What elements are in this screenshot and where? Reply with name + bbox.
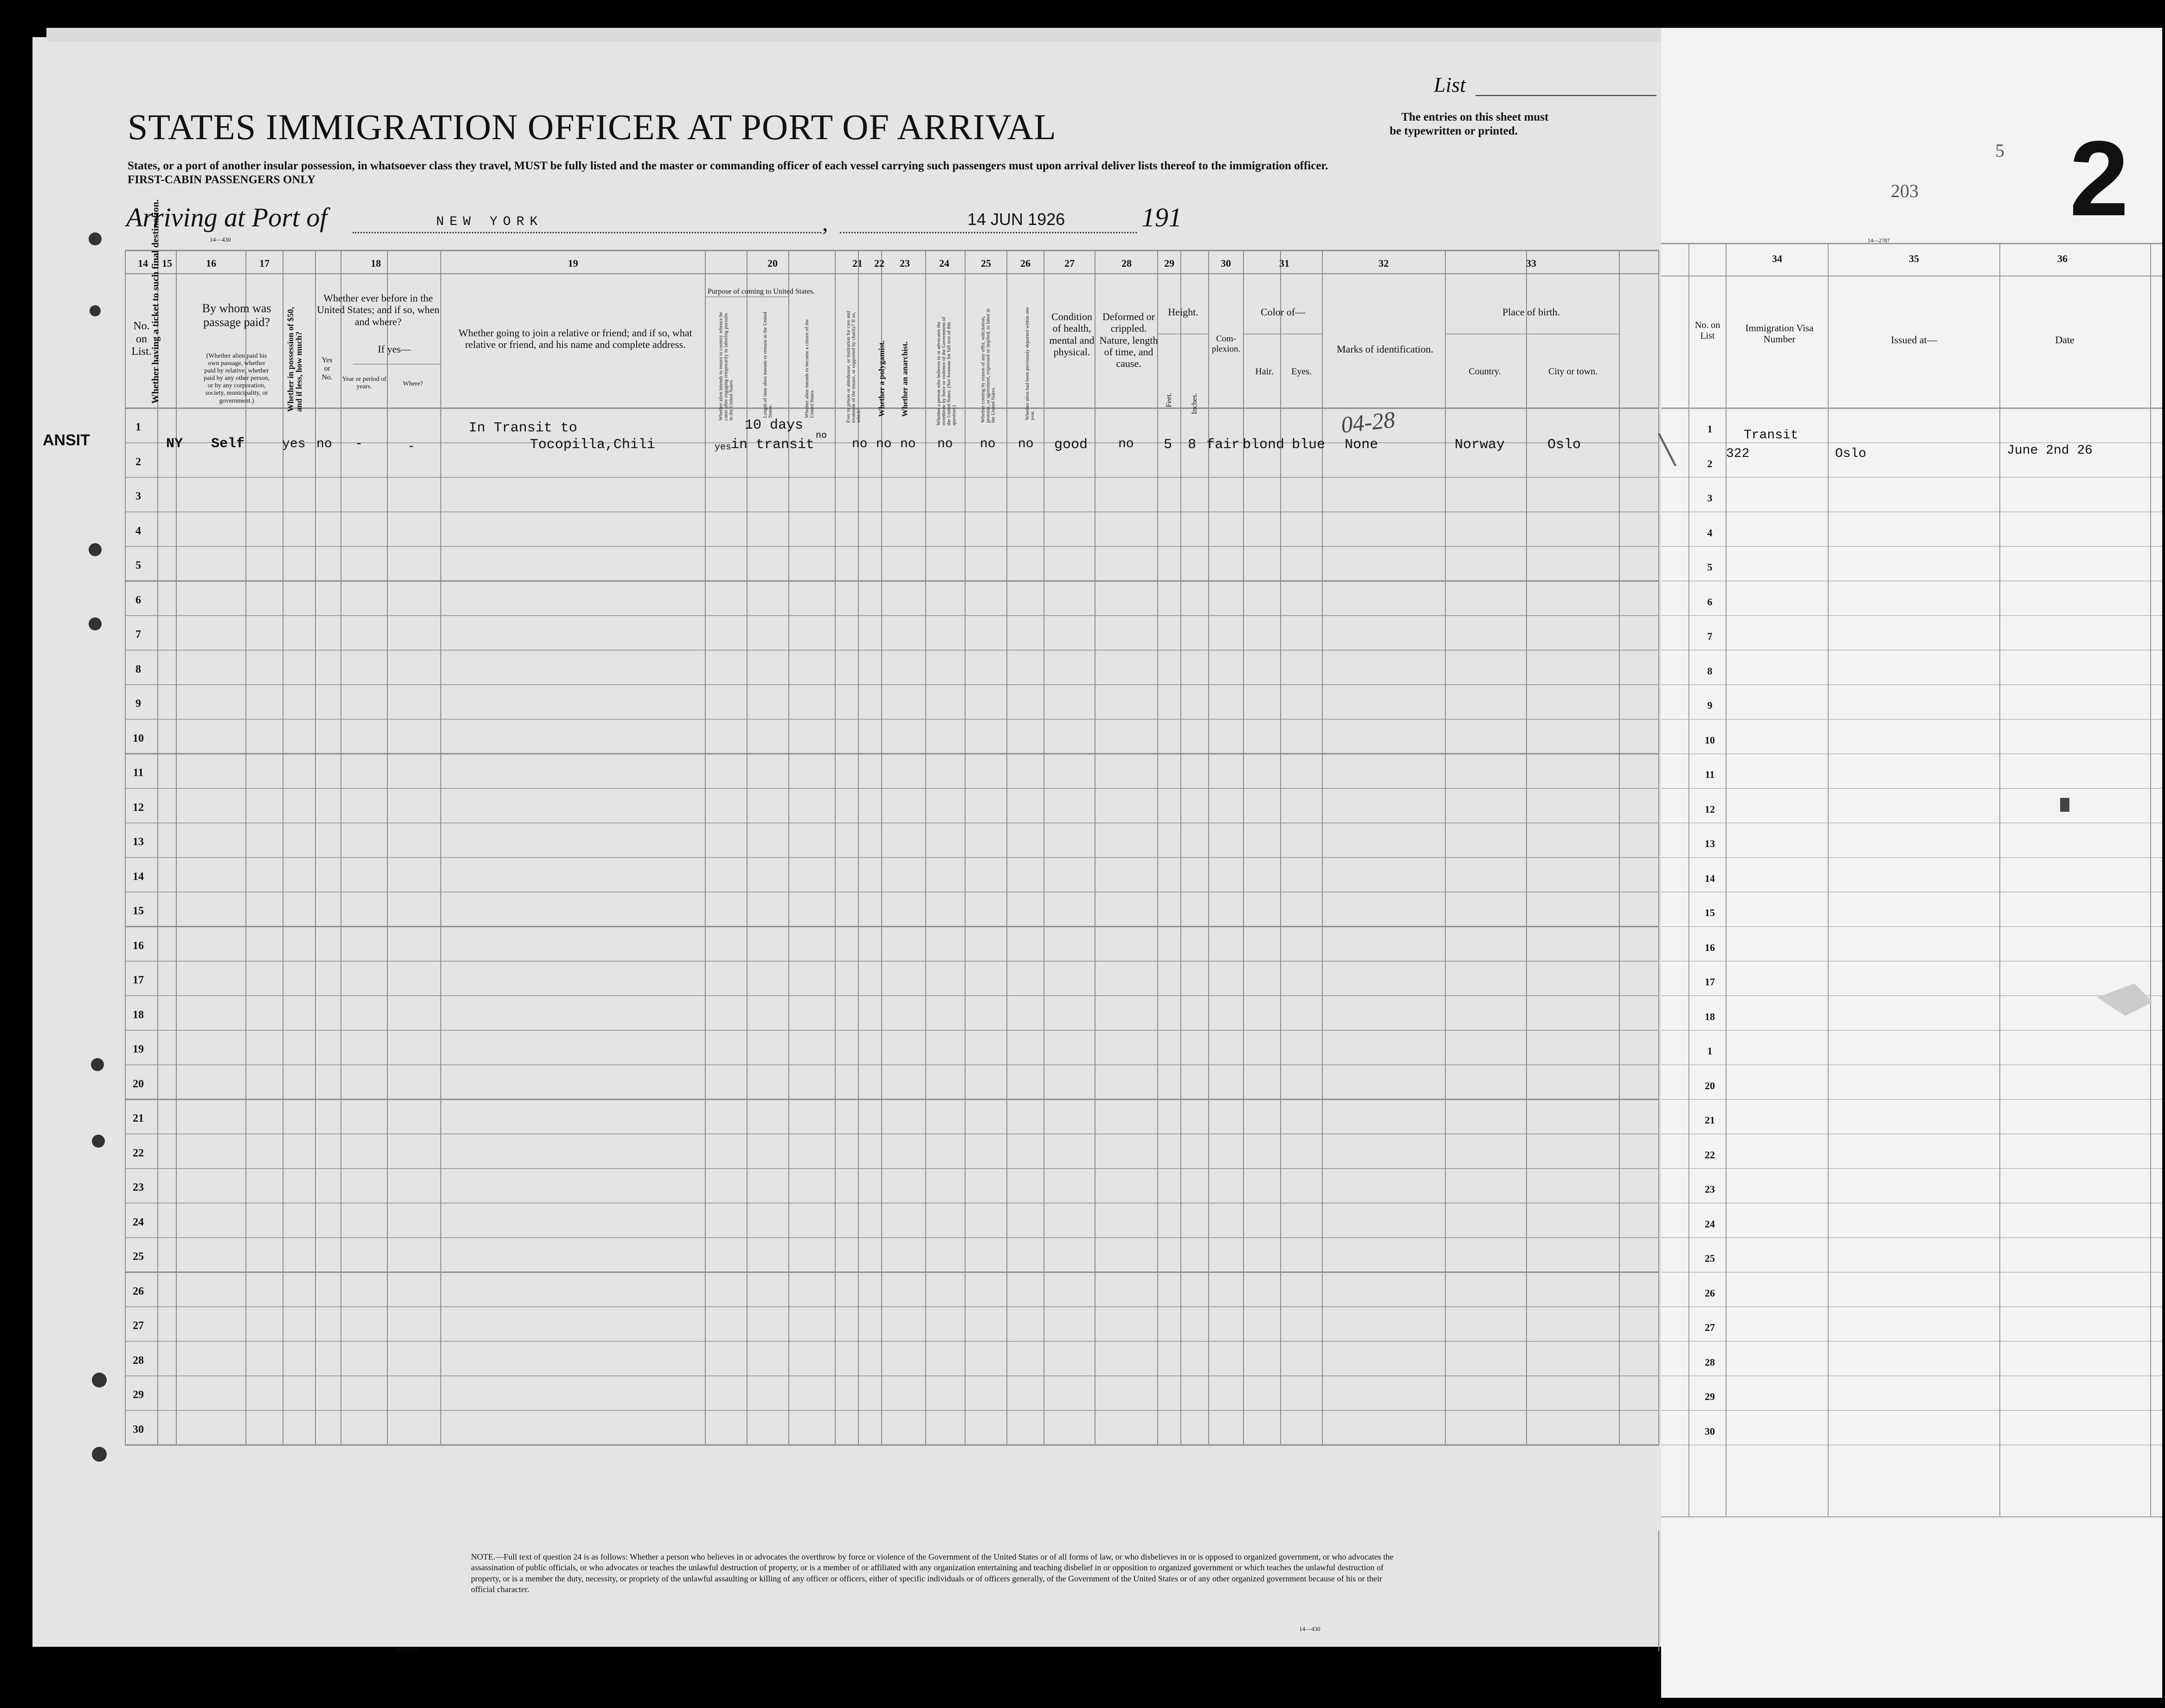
entry-has-50: yes	[282, 437, 306, 451]
row-number: 23	[133, 1181, 144, 1194]
right-row-number: 16	[1705, 941, 1715, 953]
date-stamp: 14 JUN 1926	[967, 210, 1065, 229]
col33-country: Country.	[1469, 366, 1501, 377]
left-sheet	[32, 37, 1666, 1647]
column-number-19: 19	[568, 257, 578, 269]
col29-inches: Inches.	[1191, 393, 1198, 414]
right-row-number: 24	[1705, 1218, 1715, 1230]
entry-health: good	[1054, 437, 1088, 453]
entry-visa-2: 322	[1726, 447, 1750, 461]
entry-feet: 5	[1164, 437, 1173, 453]
entry-visa-1: Transit	[1744, 428, 1798, 443]
entry-overthrow: no	[937, 437, 953, 451]
entry-ticket: NY	[166, 436, 183, 452]
column-number-25: 25	[981, 257, 991, 269]
col18-header: Whether ever before in the United States; and if so, when and where?	[317, 292, 439, 327]
column-number-29: 29	[1164, 257, 1174, 269]
row-number: 5	[135, 559, 141, 571]
entry-paid-by: Self	[211, 436, 245, 452]
entries-note-1: The entries on this sheet must	[1401, 111, 1549, 123]
col18-yesno: Yes or No.	[322, 356, 333, 381]
entry-return-intent: yes	[715, 442, 732, 453]
column-number-24: 24	[939, 257, 949, 269]
right-form-code: 14—2787	[1868, 237, 1890, 244]
form-code-top: 14—430	[210, 236, 231, 243]
row-number: 7	[135, 629, 141, 641]
right-row-number: 28	[1705, 1356, 1715, 1368]
stamp-5: 5	[1995, 140, 2004, 161]
row-number: 19	[133, 1043, 144, 1055]
stamp-203: 203	[1891, 180, 1919, 201]
column-number-32: 32	[1379, 257, 1389, 269]
right-row-number: 12	[1705, 803, 1715, 815]
row-number: 10	[133, 732, 144, 745]
footer-form-code: 14—430	[1299, 1625, 1321, 1632]
entry-polygamist: no	[876, 437, 892, 451]
row-number: 9	[135, 698, 141, 710]
entry-country: Norway	[1455, 437, 1505, 453]
col29-feet: Feet.	[1165, 392, 1173, 407]
col18-where: Where?	[403, 380, 423, 387]
right-row-number: 4	[1707, 527, 1713, 539]
entry-date: June 2nd 26	[2007, 443, 2093, 458]
col35-header: Issued at—	[1891, 334, 1937, 346]
column-number-34: 34	[1772, 253, 1782, 264]
column-number-30: 30	[1221, 257, 1231, 269]
col20a-header: Whether alien intends to return to country whence he came after engaging temporarily in laboring pursuits in the United States.	[718, 312, 734, 421]
arriving-label: Arriving at Port of	[126, 202, 328, 232]
port-value: NEW YORK	[436, 215, 543, 229]
port-underline	[353, 232, 821, 233]
col18-ifyes: If yes—	[378, 343, 411, 355]
row-number: 8	[135, 663, 141, 675]
entries-note-2: be typewritten or printed.	[1390, 125, 1518, 137]
first-cabin-label: FIRST-CABIN PASSENGERS ONLY	[128, 173, 316, 186]
col36-header: Date	[2055, 334, 2075, 346]
col33-header: Place of birth.	[1502, 306, 1560, 318]
col28-header: Deformed or crippled. Nature, length of time, and cause.	[1099, 311, 1158, 370]
right-row-number: 22	[1705, 1149, 1715, 1161]
col14-header: No. on List.	[131, 320, 152, 358]
right-row-number: 17	[1705, 976, 1715, 988]
row-number: 16	[133, 939, 144, 952]
entry-join-2: Tocopilla,Chili	[530, 437, 656, 453]
column-number-14: 14	[138, 257, 148, 269]
col20b-header: Length of time alien intends to remain in the United States.	[762, 312, 773, 418]
col31-hair: Hair.	[1255, 366, 1274, 377]
entry-anarchist: no	[900, 437, 916, 451]
col34-list-label: No. on List	[1695, 320, 1720, 341]
entry-deformed: no	[1118, 437, 1134, 451]
col26-header: Whether alien had been previously deported within one year.	[1025, 307, 1035, 420]
row-number: 29	[133, 1389, 144, 1401]
right-row-number: 11	[1705, 769, 1715, 780]
entry-city: Oslo	[1547, 437, 1581, 453]
right-row-number: 21	[1705, 1114, 1715, 1126]
col20-header: Purpose of coming to United States.	[708, 288, 815, 295]
right-row-number: 13	[1705, 838, 1715, 849]
check-mark: ╲	[1659, 435, 1676, 465]
entry-prison: no	[852, 437, 868, 451]
row-number: 4	[135, 525, 141, 537]
right-row-number: 8	[1707, 665, 1713, 677]
right-row-number: 6	[1707, 596, 1713, 608]
col24-header: Whether a person who believes in or advocates the overthrow by force or violence of the Government of the United States. (See footnote for full text of this question.)	[936, 317, 957, 425]
row-number: 6	[135, 594, 141, 606]
right-row-number: 1	[1707, 1045, 1713, 1057]
right-row-number: 10	[1705, 734, 1715, 746]
col34-header: Immigration Visa Number	[1745, 322, 1814, 345]
entry-deported: no	[1018, 437, 1034, 451]
column-number-31: 31	[1279, 257, 1289, 269]
row-number: 28	[133, 1354, 144, 1367]
col30-header: Com-plexion.	[1211, 334, 1241, 354]
right-row-number: 9	[1707, 700, 1713, 711]
page-title: STATES IMMIGRATION OFFICER AT PORT OF ARRIVAL	[128, 107, 1057, 147]
right-row-number: 20	[1705, 1079, 1715, 1092]
col31-header: Color of—	[1261, 306, 1305, 318]
row-number: 20	[133, 1078, 144, 1090]
right-row-number: 27	[1705, 1322, 1715, 1333]
column-number-35: 35	[1909, 253, 1919, 264]
col23-header: Whether an anarchist.	[900, 341, 909, 417]
row-number: 18	[133, 1008, 144, 1021]
right-row-number: 29	[1705, 1391, 1715, 1402]
column-number-16: 16	[206, 257, 216, 269]
right-row-number: 15	[1705, 907, 1715, 918]
col25-header: Whether coming by reason of any offer, solicitation, promise, or agreement, expressed or implied, to labor in the United States.	[980, 308, 996, 423]
row-number: 1	[135, 421, 141, 433]
right-row-number: 14	[1705, 872, 1715, 884]
col16-sub: (Whether alien paid his own passage, whether paid by relative, whether paid by any other person, or by any corporation, society, municipality, or government.)	[204, 353, 270, 405]
row-number: 15	[133, 905, 144, 917]
column-number-17: 17	[259, 257, 270, 269]
row-number: 21	[133, 1112, 144, 1124]
col33-city: City or town.	[1548, 366, 1598, 377]
column-number-20: 20	[767, 257, 778, 269]
column-number-22: 22	[874, 257, 884, 269]
instructions: States, or a port of another insular possession, in whatsoever class they travel, MUST be fully listed and the master or commanding officer of each vessel carrying such passengers must upon arrival deliver lists thereof to the immigration officer.	[128, 160, 1328, 172]
column-number-15: 15	[162, 257, 172, 269]
entry-marks: None	[1345, 437, 1379, 453]
right-row-number: 26	[1705, 1287, 1715, 1299]
comma-1: ,	[822, 210, 828, 236]
column-number-23: 23	[900, 257, 910, 269]
entry-where: -	[407, 440, 415, 454]
column-number-26: 26	[1020, 257, 1031, 269]
column-number-28: 28	[1121, 257, 1132, 269]
col32-header: Marks of identification.	[1336, 343, 1434, 355]
year-prefix: 191	[1141, 202, 1182, 232]
right-row-number: 3	[1707, 492, 1713, 504]
row-number: 26	[133, 1285, 144, 1297]
entry-hair: blond	[1243, 437, 1285, 453]
footnote: NOTE.—Full text of question 24 is as follows: Whether a person who believes in or advocates the overthrow by force or violence of the Government of the United States or of all forms of law, or who disbelieves in or is opposed to organized government, or who advocates the assassination of public officials, or who advocates or teaches the unlawful destruction of property, or is a member of or affiliated with any organization entertaining and teaching disbelief in or opposition to organized government or which teaches the unlawful destruction of property, or is a member the duty, necessity, or propriety of the unlawful assaulting or killing of any officer or officers, either of specific individuals or of officers generally, of the Government of the United States or of any other organized government because of his or their official character.	[471, 1552, 1394, 1594]
row-number: 30	[133, 1423, 144, 1436]
col15-header: Whether having a ticket to such final destination.	[149, 199, 161, 404]
row-number: 11	[133, 767, 144, 779]
entry-join-1: In Transit to	[469, 420, 578, 436]
col21-header: Ever in prison or almshouse, or institution for care and treatment of the insane, or supported by charity? If so, which?	[845, 311, 862, 423]
col16-header: By whom was passage paid?	[202, 302, 271, 329]
right-row-number: 23	[1705, 1183, 1715, 1195]
column-number-33: 33	[1526, 257, 1536, 269]
entry-length-1: 10 days	[745, 417, 804, 433]
entry-labor-offer: no	[980, 437, 996, 451]
row-number: 14	[133, 870, 144, 883]
row-number: 2	[135, 456, 141, 468]
col31-eyes: Eyes.	[1291, 366, 1312, 377]
col18-years: Year or period of years.	[342, 376, 387, 391]
row-number: 27	[133, 1320, 144, 1332]
row-number: 24	[133, 1216, 144, 1228]
right-row-number: 18	[1705, 1010, 1715, 1022]
list-label: List	[1434, 73, 1466, 96]
row-number: 3	[135, 490, 141, 502]
entry-before-us: no	[316, 437, 332, 451]
column-number-36: 36	[2057, 253, 2068, 264]
right-sheet	[1661, 28, 2162, 1698]
entry-citizen: no	[816, 430, 827, 441]
entry-complexion: fair	[1206, 437, 1240, 453]
right-row-number: 5	[1707, 561, 1713, 573]
col22-header: Whether a polygamist.	[877, 340, 886, 417]
col19-header: Whether going to join a relative or friend; and if so, what relative or friend, and his name and complete address.	[458, 327, 692, 351]
column-number-21: 21	[852, 257, 863, 269]
entry-marks-note: 04-28	[1340, 406, 1397, 438]
right-row-number: 25	[1705, 1252, 1715, 1264]
row-number: 22	[133, 1147, 144, 1159]
list-underline	[1476, 95, 1656, 96]
right-row-number: 30	[1705, 1425, 1715, 1437]
col17-header: Whether in possession of $50, and if less, how much?	[286, 307, 303, 412]
right-row-number: 7	[1707, 630, 1713, 642]
entry-length-2: in transit	[731, 437, 815, 453]
sheet-number: 2	[2069, 119, 2129, 238]
totals-label: TOTALS.	[394, 1647, 420, 1654]
column-number-27: 27	[1064, 257, 1075, 269]
row-number: 13	[133, 836, 144, 848]
row-number: 12	[133, 801, 144, 814]
row-number: 25	[133, 1251, 144, 1263]
entry-issued-at: Oslo	[1835, 447, 1867, 461]
row-number: 17	[133, 974, 144, 986]
entry-inches: 8	[1188, 437, 1197, 453]
col20c-header: Whether alien intends to become a citizen of the United States.	[804, 319, 815, 418]
column-number-18: 18	[371, 257, 381, 269]
entry-eyes: blue	[1292, 437, 1326, 453]
entry-years: -	[355, 437, 363, 451]
col29-header: Height.	[1168, 306, 1198, 318]
col27-header: Condition of health, mental and physical.	[1049, 311, 1095, 358]
right-row-number: 1	[1707, 423, 1713, 435]
side-note: ANSIT	[43, 431, 90, 449]
date-underline	[840, 232, 1137, 233]
right-row-number: 2	[1707, 457, 1713, 469]
